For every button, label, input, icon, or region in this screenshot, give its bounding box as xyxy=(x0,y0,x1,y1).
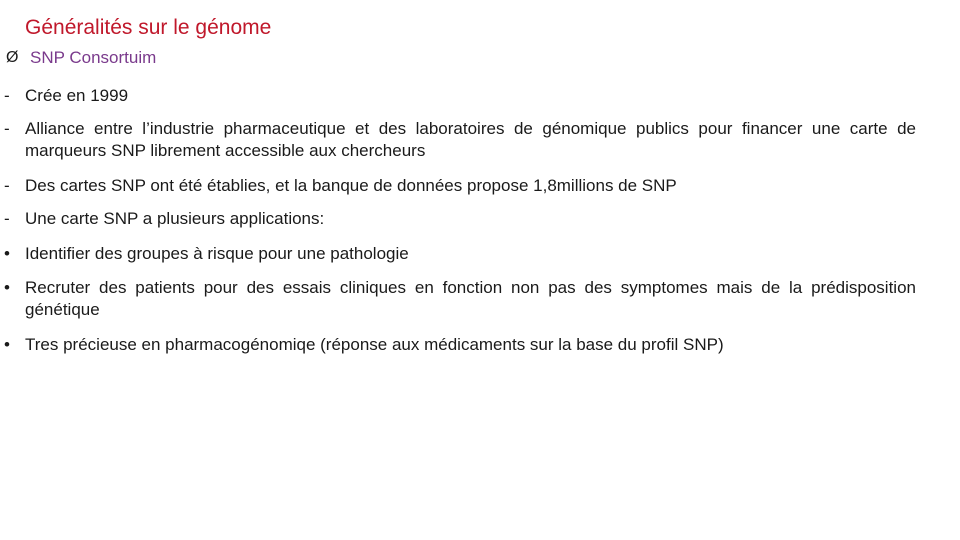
list-item xyxy=(4,243,916,265)
round-bullet: • xyxy=(4,244,10,263)
list-item-text: Tres précieuse en pharmacogénomiqe (réponse aux médicaments sur la base du profil SNP) xyxy=(25,335,724,354)
round-bullet: • xyxy=(4,335,10,354)
list-item xyxy=(4,175,916,197)
slide-title: Généralités sur le génome xyxy=(25,16,272,39)
list-item xyxy=(4,277,916,321)
list-item xyxy=(4,334,916,356)
dash-bullet: - xyxy=(4,119,10,138)
list-item-text: Identifier des groupes à risque pour une pathologie xyxy=(25,244,409,263)
dash-bullet: - xyxy=(4,209,10,228)
list-item-text: Alliance entre l’industrie pharmaceutique et des laboratoires de génomique publics pour financer une carte de marqueurs SNP librement accessible aux chercheurs xyxy=(25,119,916,160)
list-item-text: Une carte SNP a plusieurs applications: xyxy=(25,209,325,228)
list-item-text: Crée en 1999 xyxy=(25,86,129,105)
list-item xyxy=(4,85,916,107)
list-item xyxy=(4,118,916,162)
dash-bullet: - xyxy=(4,176,10,195)
arrow-bullet-icon: Ø xyxy=(6,49,19,66)
list-item-text: Recruter des patients pour des essais cliniques en fonction non pas des symptomes mais de la prédisposition génétique xyxy=(25,278,916,319)
dash-bullet: - xyxy=(4,86,10,105)
list-item xyxy=(4,208,916,230)
subtitle-text: SNP Consortuim xyxy=(30,48,157,67)
list-item-text: Des cartes SNP ont été établies, et la banque de données propose 1,8millions de SNP xyxy=(25,176,677,195)
round-bullet: • xyxy=(4,278,10,297)
subtitle-row xyxy=(6,48,156,68)
